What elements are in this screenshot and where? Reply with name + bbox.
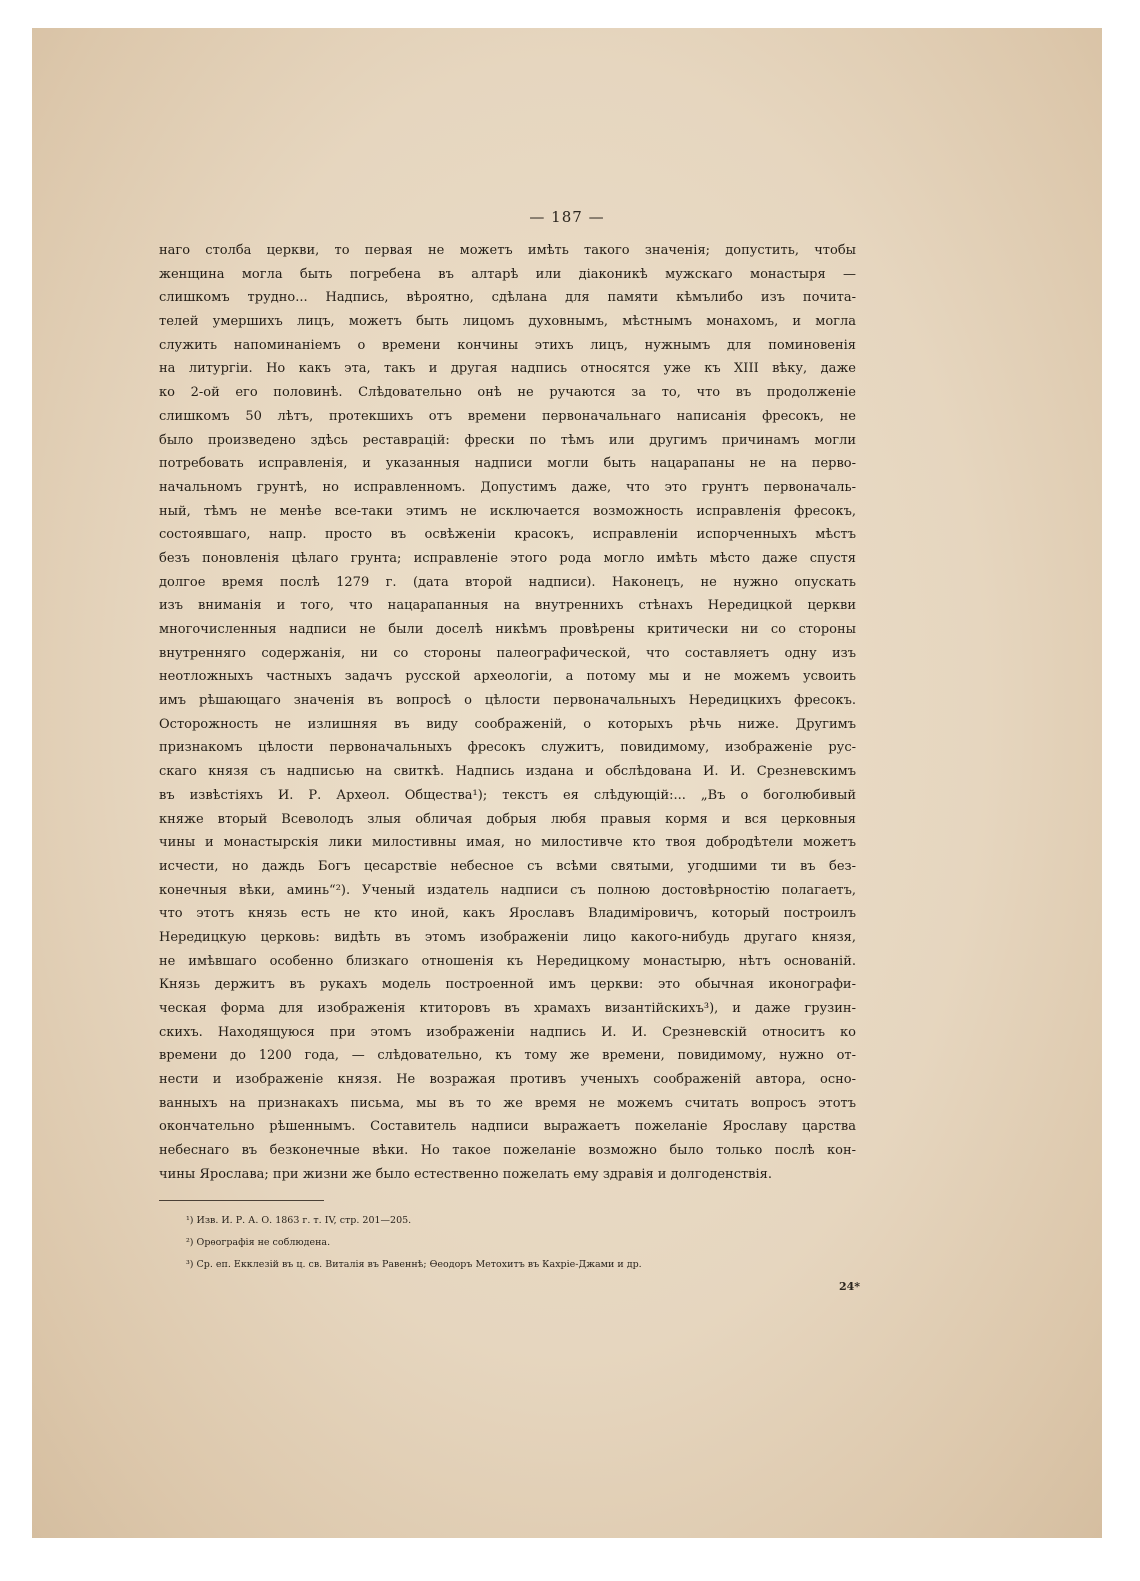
text-line: небеснаго въ безконечные вѣки. Но такое пожеланіе возможно было только послѣ кон- [159, 1143, 856, 1159]
text-line: Нередицкую церковь: видѣть въ этомъ изображеніи лицо какого-нибудь другаго князя, [159, 929, 856, 945]
text-line: скаго князя съ надписью на свиткѣ. Надпись издана и обслѣдована И. И. Срезневскимъ [159, 764, 856, 780]
text-line: не имѣвшаго особенно близкаго отношенія къ Нередицкому монастырю, нѣтъ основаній. [159, 953, 856, 969]
footnote-2: ²) Орѳографія не соблюдена. [186, 1237, 331, 1248]
text-line: безъ поновленія цѣлаго грунта; исправленіе этого рода могло имѣть мѣсто даже спустя [159, 550, 856, 566]
text-line: признакомъ цѣлости первоначальныхъ фресокъ служитъ, повидимому, изображеніе рус- [159, 740, 856, 756]
text-line: что этотъ князь есть не кто иной, какъ Ярославъ Владиміровичъ, который построилъ [159, 906, 856, 922]
text-line: окончательно рѣшеннымъ. Составитель надписи выражаетъ пожеланіе Ярославу царства [159, 1119, 856, 1135]
text-line: исчести, но даждь Богъ цесарствіе небесное съ всѣми святыми, угодшими ти въ без- [159, 858, 856, 874]
scanned-page [32, 28, 1102, 1538]
text-line: ко 2-ой его половинѣ. Слѣдовательно онѣ не ручаются за то, что въ продолженіе [159, 385, 856, 401]
text-line: на литургіи. Но какъ эта, такъ и другая надпись относятся уже къ XIII вѣку, даже [159, 361, 856, 377]
text-line: имъ рѣшающаго значенія въ вопросѣ о цѣлости первоначальныхъ Нередицкихъ фресокъ. [159, 693, 856, 709]
text-line: телей умершихъ лицъ, можетъ быть лицомъ духовнымъ, мѣстнымъ монахомъ, и могла [159, 314, 856, 330]
page-number: — 187 — [529, 208, 605, 226]
footnote-divider [159, 1200, 324, 1201]
footnotes [186, 1210, 856, 1276]
signature-mark: 24* [838, 1280, 860, 1293]
text-line: слишкомъ трудно... Надпись, вѣроятно, сдѣлана для памяти кѣмълибо изъ почита- [159, 290, 856, 306]
text-line: было произведено здѣсь реставрацій: фрески по тѣмъ или другимъ причинамъ могли [159, 432, 856, 448]
text-line: неотложныхъ частныхъ задачъ русской археологіи, а потому мы и не можемъ усвоить [159, 669, 856, 685]
text-line: слишкомъ 50 лѣтъ, протекшихъ отъ времени первоначальнаго написанія фресокъ, не [159, 408, 856, 424]
text-line: долгое время послѣ 1279 г. (дата второй надписи). Наконецъ, не нужно опускать [159, 574, 856, 590]
text-line: нести и изображеніе князя. Не возражая противъ ученыхъ соображеній автора, осно- [159, 1072, 856, 1088]
text-line: Осторожность не излишняя въ виду соображеній, о которыхъ рѣчь ниже. Другимъ [159, 716, 856, 732]
footnote-3: ³) Ср. еп. Екклезій въ ц. св. Виталія въ Равеннѣ; Ѳеодоръ Метохитъ въ Кахріе-Джами и др. [186, 1259, 642, 1270]
text-line: внутренняго содержанія, ни со стороны палеографической, что составляетъ одну изъ [159, 645, 856, 661]
text-line: состоявшаго, напр. просто въ освѣженіи красокъ, исправленіи испорченныхъ мѣстъ [159, 527, 856, 543]
text-line: времени до 1200 года, — слѣдовательно, къ тому же времени, повидимому, нужно от- [159, 1048, 856, 1064]
text-line: Князь держитъ въ рукахъ модель построенной имъ церкви: это обычная иконографи- [159, 977, 856, 993]
body-text [159, 239, 856, 1187]
text-line: ванныхъ на признакахъ письма, мы въ то же время не можемъ считать вопросъ этотъ [159, 1095, 856, 1111]
text-line: чины и монастырскія лики милостивны имая, но милостивче кто твоя добродѣтели можетъ [159, 835, 856, 851]
text-line: женщина могла быть погребена въ алтарѣ или діаконикѣ мужскаго монастыря — [159, 266, 856, 282]
text-line: ный, тѣмъ не менѣе все-таки этимъ не исключается возможность исправленія фресокъ, [159, 503, 856, 519]
text-line: ческая форма для изображенія ктиторовъ въ храмахъ византійскихъ³), и даже грузин- [159, 1001, 856, 1016]
text-line: потребовать исправленія, и указанныя надписи могли быть нацарапаны не на перво- [159, 456, 856, 472]
text-line: наго столба церкви, то первая не можетъ имѣть такого значенія; допустить, чтобы [159, 243, 856, 258]
text-line: начальномъ грунтѣ, но исправленномъ. Допустимъ даже, что это грунтъ первоначаль- [159, 479, 856, 495]
text-line: конечныя вѣки, аминь“²). Ученый издатель надписи съ полною достовѣрностію полагаетъ, [159, 882, 856, 898]
text-line: многочисленныя надписи не были доселѣ никѣмъ провѣрены критически ни со стороны [159, 622, 856, 637]
text-line: изъ вниманія и того, что нацарапанныя на внутреннихъ стѣнахъ Нередицкой церкви [159, 598, 856, 614]
text-line: княже вторый Всеволодъ злыя обличая добрыя любя правыя кормя и вся церковныя [159, 811, 856, 827]
text-line: въ извѣстіяхъ И. Р. Археол. Общества¹); текстъ ея слѣдующій:... „Въ о боголюбивый [159, 787, 856, 803]
text-line: скихъ. Находящуюся при этомъ изображеніи надпись И. И. Срезневскій относитъ ко [159, 1024, 856, 1040]
footnote-1: ¹) Изв. И. Р. А. О. 1863 г. т. IV, стр. 201—205. [186, 1215, 412, 1226]
text-line: служить напоминаніемъ о времени кончины этихъ лицъ, нужнымъ для поминовенія [159, 337, 856, 353]
text-line-last: чины Ярослава; при жизни же было естественно пожелать ему здравія и долгоденствія. [159, 1166, 772, 1182]
